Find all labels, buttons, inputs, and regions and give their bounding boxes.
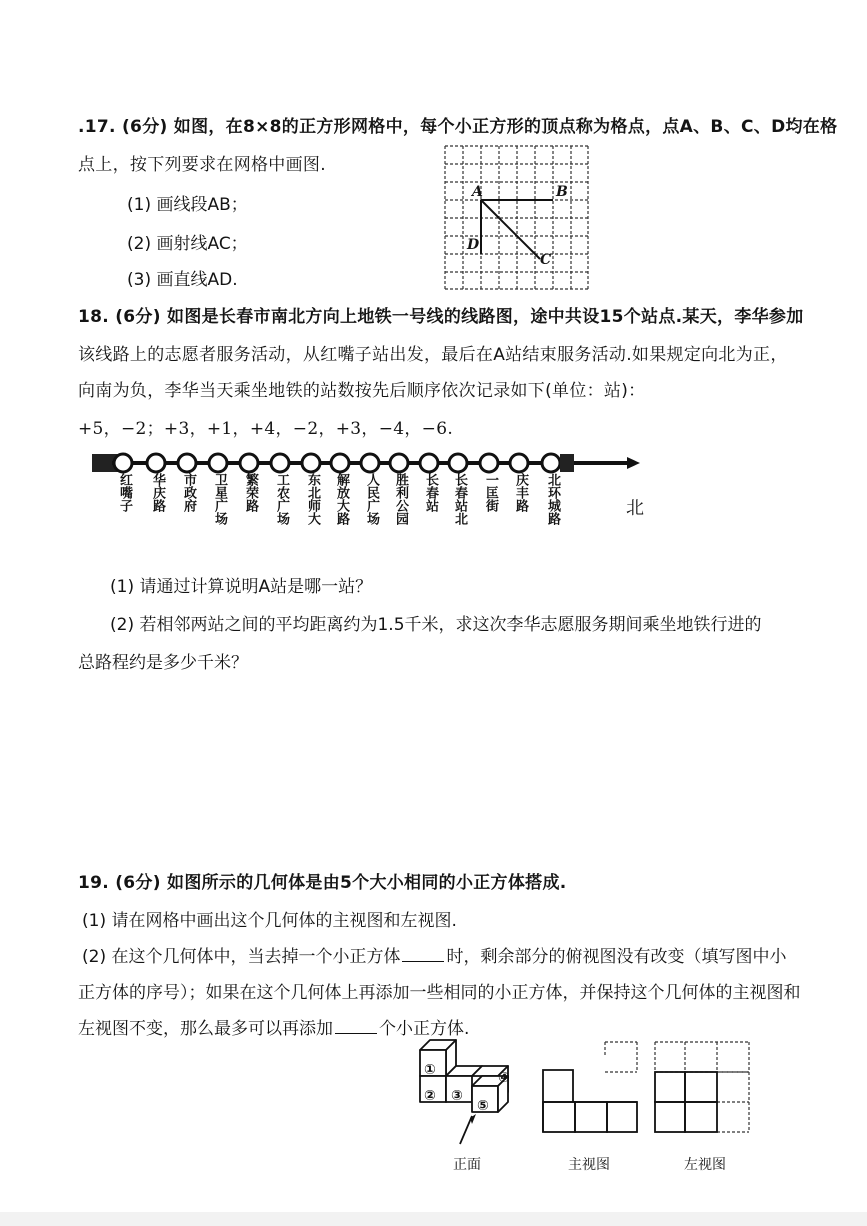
station-renminguangchang: 人民广场 [364, 473, 379, 525]
point-a-label: A [472, 184, 483, 200]
main-view-label: 主视图 [568, 1157, 610, 1173]
station-dongbeishida: 东北师大 [305, 473, 320, 525]
station-changchunzhan: 长春站 [423, 473, 438, 512]
q19-sub2-text-b: 时，剩余部分的俯视图没有改变（填写图中小 [446, 947, 787, 967]
cube-label-1: ① [424, 1062, 436, 1078]
point-d-label: D [467, 237, 480, 253]
q17-title: .17. (6分) 如图，在8×8的正方形网格中，每个小正方形的顶点称为格点，点A、B、C、D均在格 [78, 117, 838, 137]
q19-sub2-text-d: 左视图不变，那么最多可以再添加 [78, 1019, 333, 1039]
q17-sub3: (3) 画直线AD. [127, 270, 238, 290]
north-arrow-icon [627, 457, 640, 469]
left-view-grid[interactable] [653, 1040, 753, 1136]
station-yikuangjie: 一匡街 [483, 473, 498, 512]
point-c-label: C [540, 252, 552, 268]
page-bottom-bar [0, 1212, 867, 1226]
q19-sub1: (1) 请在网格中画出这个几何体的主视图和左视图. [82, 911, 457, 931]
station-weixingguangchang: 卫星广场 [212, 473, 227, 525]
q17-sub2: (2) 画射线AC； [127, 234, 248, 254]
q19-sub2-line2: 正方体的序号）；如果在这个几何体上再添加一些相同的小正方体，并保持这个几何体的主视图和 [78, 983, 801, 1003]
station-jiefangdalu: 解放大路 [334, 473, 349, 525]
answer-blank-1[interactable] [402, 947, 444, 962]
q18-records: +5，−2；+3，+1，+4，−2，+3，−4，−6. [78, 419, 454, 439]
q18-title: 18. (6分) 如图是长春市南北方向上地铁一号线的线路图，途中共设15个站点.某天，李华参加 [78, 307, 804, 327]
left-view-label: 左视图 [684, 1157, 726, 1173]
q19-sub2-text-a: (2) 在这个几何体中，当去掉一个小正方体 [82, 947, 401, 967]
q17-sub1: (1) 画线段AB； [127, 195, 248, 215]
front-arrow-icon [470, 1114, 476, 1124]
station-hongzuizi: 红嘴子 [117, 473, 132, 512]
q19-sub2-line3 [78, 1014, 469, 1039]
q18-sub1: (1) 请通过计算说明A站是哪一站？ [110, 577, 373, 597]
station-changchunzhanbei: 长春站北 [452, 473, 467, 525]
answer-blank-2[interactable] [335, 1019, 377, 1034]
station-huaqinglu: 华庆路 [150, 473, 165, 512]
q18-title-cont2: 向南为负，李华当天乘坐地铁的站数按先后顺序依次记录如下(单位：站)： [78, 381, 646, 401]
line-ac [481, 200, 540, 259]
q18-title-cont: 该线路上的志愿者服务活动，从红嘴子站出发，最后在A站结束服务活动.如果规定向北为正， [78, 345, 788, 365]
station-shizhengfu: 市政府 [181, 473, 196, 512]
station-gongnongguangchang: 工农广场 [274, 473, 289, 525]
main-view-grid[interactable] [541, 1040, 641, 1136]
q18-sub2: (2) 若相邻两站之间的平均距离约为1.5千米，求这次李华志愿服务期间乘坐地铁行进的 [110, 615, 762, 635]
cube-label-4: ④ [498, 1070, 510, 1086]
north-label: 北 [626, 498, 645, 519]
front-label: 正面 [453, 1157, 481, 1173]
station-qingfenglu: 庆丰路 [513, 473, 528, 512]
q19-sub2-line1 [82, 942, 786, 967]
station-shengligongyuan: 胜利公园 [393, 473, 408, 525]
cube-label-3: ③ [451, 1088, 463, 1104]
cube-label-2: ② [424, 1088, 436, 1104]
q19-sub2-text-e: 个小正方体. [379, 1019, 470, 1039]
cube-label-5: ⑤ [477, 1098, 489, 1114]
station-fanronglu: 繁荣路 [243, 473, 258, 512]
point-b-label: B [556, 184, 568, 200]
station-beihuanchenglu: 北环城路 [545, 473, 560, 525]
q19-title: 19. (6分) 如图所示的几何体是由5个大小相同的小正方体搭成. [78, 873, 567, 893]
q17-title-cont: 点上，按下列要求在网格中画图. [78, 155, 326, 175]
q18-sub2-cont: 总路程约是多少千米？ [78, 653, 248, 673]
q17-grid-figure [445, 146, 590, 290]
